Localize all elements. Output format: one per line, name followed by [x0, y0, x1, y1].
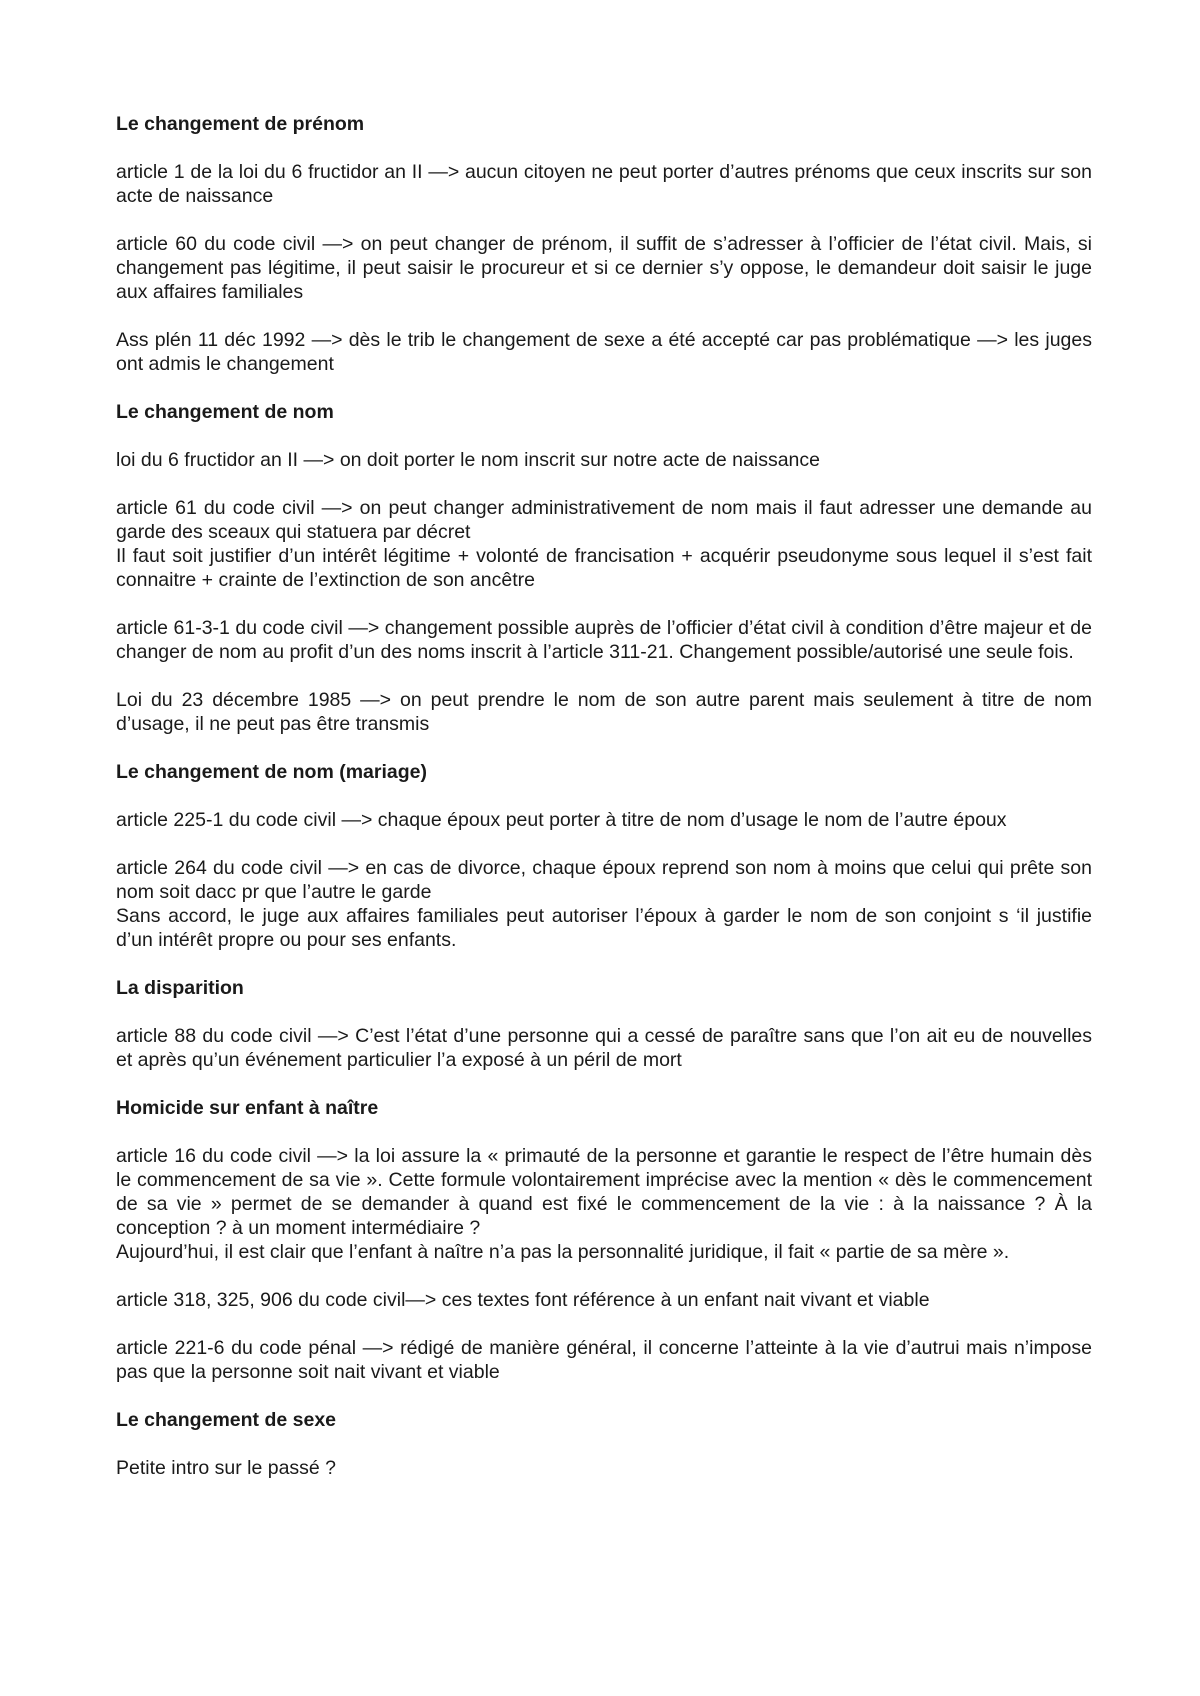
- paragraph-line: article 221-6 du code pénal —> rédigé de manière général, il concerne l’atteinte à la vie d’autrui mais n’impose pas que la personne soit nait vivant et viable: [116, 1337, 1092, 1383]
- paragraph-line: Loi du 23 décembre 1985 —> on peut prendre le nom de son autre parent mais seulement à titre de nom d’usage, il ne peut pas être transmis: [116, 689, 1092, 735]
- section-homicide: [116, 1096, 1092, 1384]
- section-prenom: [116, 112, 1092, 376]
- section-heading: Homicide sur enfant à naître: [116, 1097, 379, 1119]
- paragraph: [116, 160, 1092, 208]
- section-sexe: [116, 1408, 1092, 1480]
- paragraph-line: article 16 du code civil —> la loi assure la « primauté de la personne et garantie le respect de l’être humain dès le commencement de sa vie ». Cette formule volontairement imprécise avec la mention « dès le commencement de sa vie » permet de se demander à quand est fixé le commencement de la vie : à la naissance ? À la conception ? à un moment intermédiaire ?: [116, 1145, 1092, 1239]
- paragraph-line: Petite intro sur le passé ?: [116, 1457, 337, 1479]
- paragraph: [116, 328, 1092, 376]
- paragraph: [116, 232, 1092, 304]
- section-heading: La disparition: [116, 977, 244, 999]
- paragraph-line: article 61-3-1 du code civil —> changement possible auprès de l’officier d’état civil à condition d’être majeur et de changer de nom au profit d’un des noms inscrit à l’article 311-21. Changement possible/autorisé une seule fois.: [116, 617, 1092, 663]
- paragraph-line: article 225-1 du code civil —> chaque époux peut porter à titre de nom d’usage le nom de l’autre époux: [116, 809, 1007, 831]
- section-nom: [116, 400, 1092, 736]
- paragraph-line: Ass plén 11 déc 1992 —> dès le trib le changement de sexe a été accepté car pas problématique —> les juges ont admis le changement: [116, 329, 1092, 375]
- section-heading: Le changement de sexe: [116, 1409, 337, 1431]
- paragraph: [116, 1144, 1092, 1264]
- paragraph-line: article 88 du code civil —> C’est l’état d’une personne qui a cessé de paraître sans que l’on ait eu de nouvelles et après qu’un événement particulier l’a exposé à un péril de mort: [116, 1025, 1092, 1071]
- paragraph-line: article 61 du code civil —> on peut changer administrativement de nom mais il faut adresser une demande au garde des sceaux qui statuera par décret: [116, 497, 1092, 543]
- section-heading: Le changement de prénom: [116, 113, 365, 135]
- section-disparition: [116, 976, 1092, 1072]
- section-nom-mariage: [116, 760, 1092, 952]
- paragraph: [116, 688, 1092, 736]
- paragraph-line: article 60 du code civil —> on peut changer de prénom, il suffit de s’adresser à l’officier de l’état civil. Mais, si changement pas légitime, il peut saisir le procureur et si ce dernier s’y oppose, le demandeur doit saisir le juge aux affaires familiales: [116, 233, 1092, 303]
- paragraph-line: loi du 6 fructidor an II —> on doit porter le nom inscrit sur notre acte de naissance: [116, 449, 820, 471]
- paragraph: [116, 1336, 1092, 1384]
- paragraph: [116, 496, 1092, 592]
- paragraph-line: article 1 de la loi du 6 fructidor an II —> aucun citoyen ne peut porter d’autres prénoms que ceux inscrits sur son acte de naissance: [116, 161, 1092, 207]
- section-heading: Le changement de nom (mariage): [116, 761, 427, 783]
- paragraph-line: Il faut soit justifier d’un intérêt légitime + volonté de francisation + acquérir pseudonyme sous lequel il s’est fait connaitre + crainte de l’extinction de son ancêtre: [116, 545, 1092, 591]
- section-heading: Le changement de nom: [116, 401, 334, 423]
- paragraph: [116, 616, 1092, 664]
- paragraph: [116, 448, 1092, 472]
- document-page: [116, 112, 1092, 1504]
- paragraph: [116, 808, 1092, 832]
- paragraph-line: article 264 du code civil —> en cas de divorce, chaque époux reprend son nom à moins que celui qui prête son nom soit dacc pr que l’autre le garde: [116, 857, 1092, 903]
- paragraph: [116, 1288, 1092, 1312]
- paragraph-line: Sans accord, le juge aux affaires familiales peut autoriser l’époux à garder le nom de son conjoint s ‘il justifie d’un intérêt propre ou pour ses enfants.: [116, 905, 1092, 951]
- paragraph-line: article 318, 325, 906 du code civil—> ces textes font référence à un enfant nait vivant et viable: [116, 1289, 930, 1311]
- paragraph: [116, 856, 1092, 952]
- paragraph: [116, 1024, 1092, 1072]
- paragraph: [116, 1456, 1092, 1480]
- paragraph-line: Aujourd’hui, il est clair que l’enfant à naître n’a pas la personnalité juridique, il fait « partie de sa mère ».: [116, 1241, 1010, 1263]
